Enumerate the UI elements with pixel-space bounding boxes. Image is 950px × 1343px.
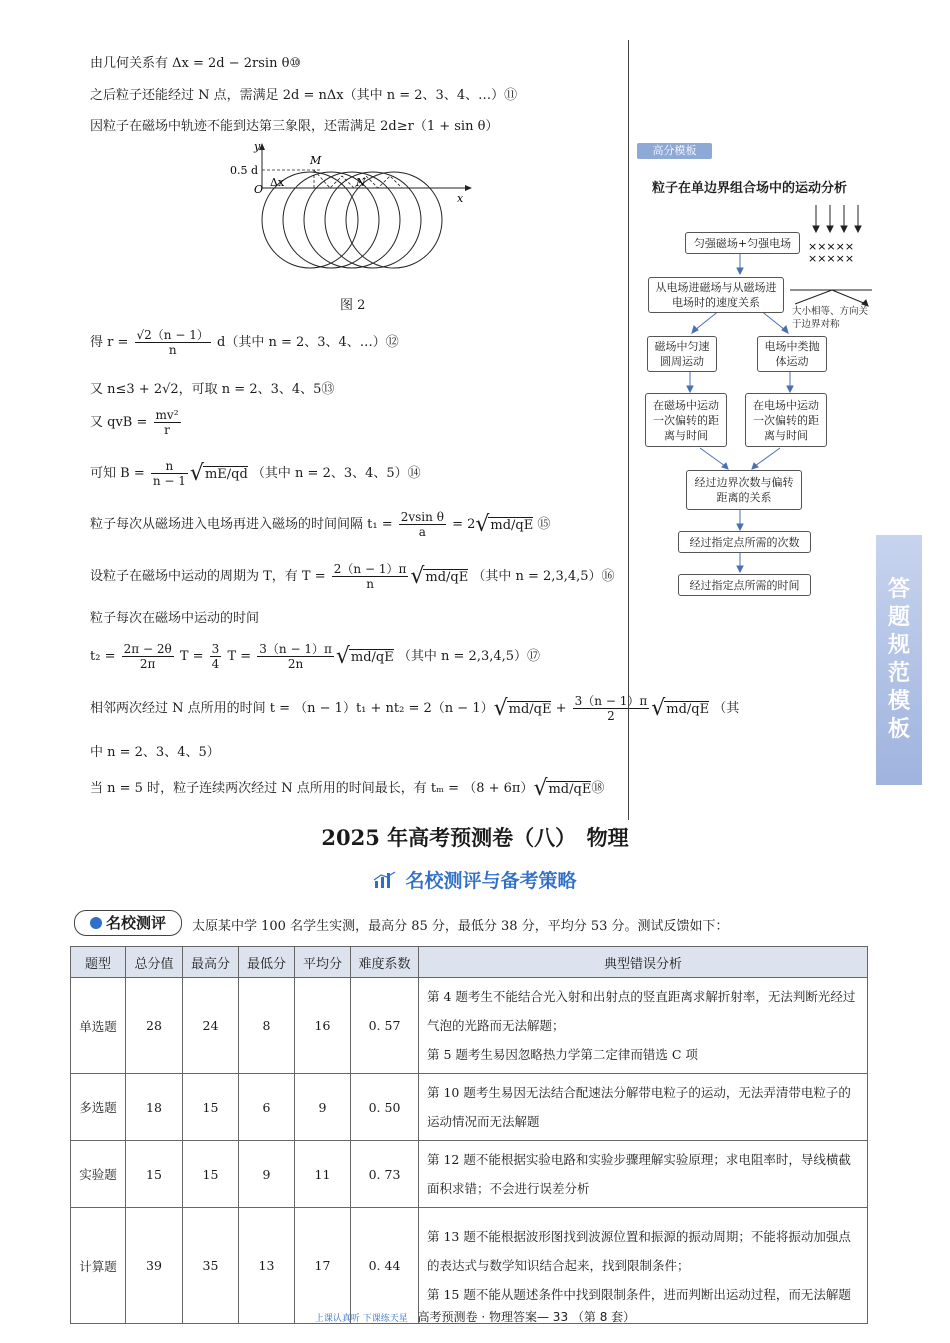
label-half-d: 0.5 d — [230, 164, 259, 177]
label-m: M — [310, 154, 322, 167]
table-row: 计算题 39 35 13 17 0. 44 第 13 题不能根据波形图找到波源位置和振源的振动周期；不能将振动加强点的表达式与数学知识结合起来，找到限制条件； 第 15 题不能从题述条件中找到限制条件，进而判断出运动过程，而无法解题 — [71, 1208, 868, 1324]
header-type: 题型 — [71, 947, 126, 978]
header-min: 最低分 — [239, 947, 295, 978]
label-o: O — [254, 183, 264, 196]
note-symmetry: 大小相等、方向关于边界对称 — [792, 306, 869, 330]
header-analysis: 典型错误分析 — [419, 947, 868, 978]
page-footer: 上课认真听 下课练天星 高考预测卷 · 物理答案— 33 （第 8 套） — [314, 1310, 636, 1324]
box-electric-deflection: 在电场中运动一次偏转的距离与时间 — [745, 393, 827, 447]
label-dx: Δx — [270, 176, 285, 189]
table-header-row — [71, 947, 868, 978]
text-time-in-field: 粒子每次在磁场中运动的时间 — [90, 611, 260, 626]
equation-13: 又 n≤3 + 2√2，可取 n = 2、3、4、5⑬ — [90, 382, 335, 397]
side-tab-answer-template: 答 题 规 范 模 板 — [876, 535, 922, 785]
header-difficulty: 难度系数 — [351, 947, 419, 978]
box-boundary-count: 经过边界次数与偏转距离的关系 — [686, 470, 802, 510]
header-max: 最高分 — [183, 947, 239, 978]
bar-chart-icon — [373, 871, 397, 889]
equation-qvb: 又 qvB = $\frac{\text{mv²}}{r}$ — [90, 408, 179, 437]
equation-tn: 相邻两次经过 N 点所用的时间 t = （n − 1）t₁ + nt₂ = 2（n − 1）√md/qE + $\frac{3(n - 1)\pi}{2}$ √md/qE （其 — [90, 694, 740, 723]
label-y: y — [254, 140, 261, 153]
column-divider — [628, 40, 629, 820]
box-required-count: 经过指定点所需的次数 — [678, 531, 811, 553]
flowchart-heading: 粒子在单边界组合场中的运动分析 — [652, 181, 848, 196]
publisher-logo: 上课认真听 下课练天星 — [314, 1314, 408, 1324]
magnifier-icon — [90, 917, 102, 929]
text-line-1: 由几何关系有 Δx = 2d − 2rsin θ⑩ — [90, 56, 302, 71]
equation-17: t₂ = $\frac{2\pi - 2\theta}{2\pi}$ T = $\frac{3}{4}$ T = $\frac{3(n - 1)\pi}{2n}$ √md/qE （其中 n = 2,3,4,5）⑰ — [90, 642, 541, 671]
equation-14: 可知 B = $\frac{n}{n - 1}$ √mE/qd （其中 n = 2、3、4、5）⑭ — [90, 459, 421, 488]
box-magnetic-deflection: 在磁场中运动一次偏转的距离与时间 — [645, 393, 727, 447]
label-x: x — [457, 192, 464, 205]
figure-2-diagram — [230, 140, 480, 290]
box-circular-motion: 磁场中匀速圆周运动 — [647, 336, 717, 372]
label-n: N — [356, 176, 366, 189]
equation-18: 当 n = 5 时，粒子连续两次经过 N 点所用的时间最长，有 tₘ = （8 + 6π）√md/qE⑱ — [90, 776, 605, 801]
table-row: 实验题 15 15 9 11 0. 73 第 12 题不能根据实验电路和实验步骤理解实验原理；求电阻率时，导线横截面积求错；不会进行误差分析 — [71, 1141, 868, 1208]
evaluation-intro: 太原某中学 100 名学生实测，最高分 85 分，最低分 38 分，平均分 53 分。测试反馈如下： — [192, 919, 729, 934]
box-velocity-relation: 从电场进磁场与从磁场进电场时的速度关系 — [648, 277, 784, 313]
box-projectile-motion: 电场中类抛体运动 — [757, 336, 827, 372]
equation-15: 粒子每次从磁场进入电场再进入磁场的时间间隔 t₁ = $\frac{\text{2vsin θ}}{a}$ = 2√md/qE ⑮ — [90, 510, 551, 539]
high-score-template-badge: 高分模板 — [637, 143, 712, 159]
section-subtitle: 名校测评与备考策略 — [0, 866, 950, 893]
text-line-3: 因粒子在磁场中轨迹不能到达第三象限，还需满足 2d≥r（1 + sin θ） — [90, 119, 499, 134]
table-row: 单选题 28 24 8 16 0. 57 第 4 题考生不能结合光入射和出射点的竖直距离求解折射率，无法判断光经过气泡的光路而无法解题； 第 5 题考生易因忽略热力学第二定律而错选 C 项 — [71, 978, 868, 1074]
equation-tn-continued: 中 n = 2、3、4、5） — [90, 745, 220, 760]
header-avg: 平均分 — [295, 947, 351, 978]
text-line-2: 之后粒子还能经过 N 点，需满足 2d = nΔx（其中 n = 2、3、4、…）⑪ — [90, 88, 518, 103]
page-title: 2025 年高考预测卷（八） 物理 — [321, 825, 629, 850]
cross-row-2: ××××× — [808, 252, 855, 265]
cross-row-1: ××××× — [808, 240, 855, 253]
table-row: 多选题 18 15 6 9 0. 50 第 10 题考生易因无法结合配速法分解带电粒子的运动，无法弄清带电粒子的运动情况而无法解题 — [71, 1074, 868, 1141]
equation-12: 得 r = $\frac{√2(n - 1)}{n}$ d（其中 n = 2、3、4、…）⑫ — [90, 328, 399, 357]
equation-16: 设粒子在磁场中运动的周期为 T，有 T = $\frac{2(n - 1)\pi}{n}$ √md/qE （其中 n = 2,3,4,5）⑯ — [90, 562, 615, 591]
box-fields: 匀强磁场+匀强电场 — [685, 232, 800, 254]
figure-caption: 图 2 — [340, 298, 366, 313]
evaluation-table — [70, 946, 868, 1324]
box-required-time: 经过指定点所需的时间 — [678, 574, 811, 596]
header-total: 总分值 — [126, 947, 183, 978]
school-evaluation-pill: 名校测评 — [74, 910, 182, 936]
x-axis-arrow — [465, 185, 472, 191]
